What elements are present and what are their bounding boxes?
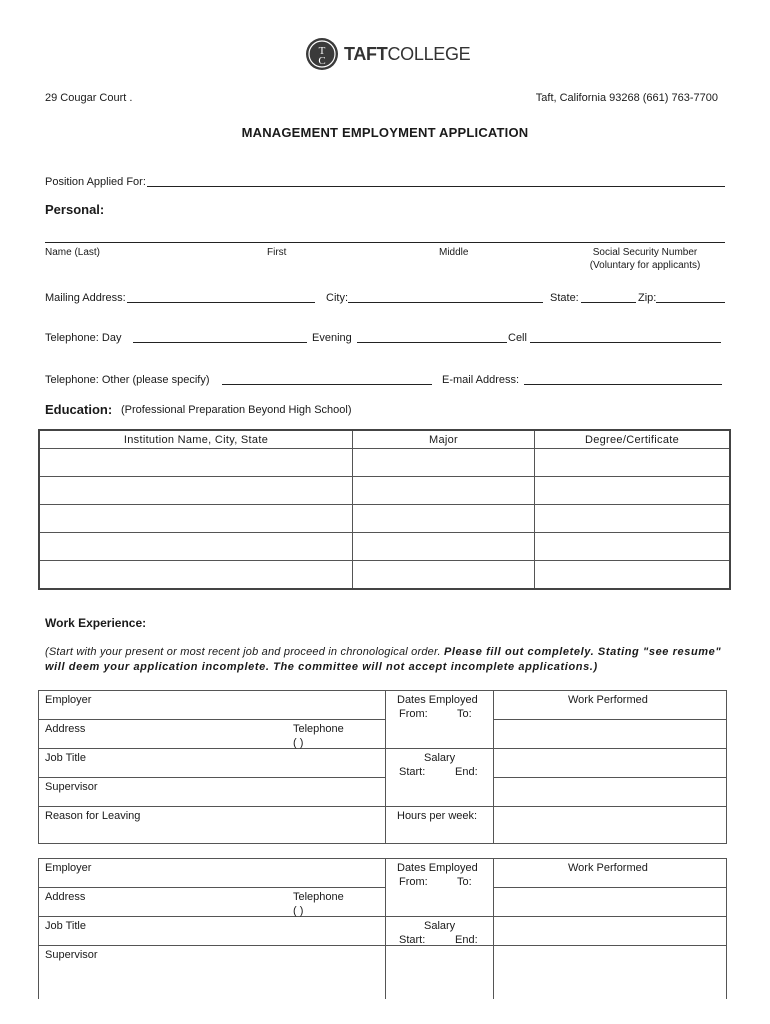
work-performed-label: Work Performed <box>568 694 648 706</box>
salary-label: Salary <box>424 920 456 932</box>
telephone-label: Telephone <box>293 723 344 735</box>
employer-label: Employer <box>45 862 92 874</box>
edu-cell[interactable] <box>353 561 535 590</box>
start-label: Start: <box>399 934 426 946</box>
to-label: To: <box>457 708 472 720</box>
dates-employed-label: Dates Employed <box>397 862 478 874</box>
zip-label: Zip: <box>638 292 657 304</box>
work-heading: Work Experience: <box>45 616 147 630</box>
address-right: Taft, California 93268 (661) 763-7700 <box>535 92 718 104</box>
city-field[interactable] <box>348 302 543 303</box>
tel-evening-label: Evening <box>312 332 352 344</box>
end-label: End: <box>455 934 478 946</box>
svg-text:C: C <box>318 55 326 67</box>
address-label: Address <box>45 723 86 735</box>
edu-cell[interactable] <box>353 533 535 561</box>
work-performed-cell[interactable] <box>494 778 726 807</box>
table-row <box>39 477 730 505</box>
job-title-label: Job Title <box>45 752 86 764</box>
work-performed-cell[interactable] <box>494 888 726 917</box>
tel-day-field[interactable] <box>133 342 307 343</box>
table-row <box>39 561 730 590</box>
telephone-parens: ( ) <box>293 737 304 749</box>
work-performed-cell[interactable] <box>494 720 726 749</box>
edu-cell[interactable] <box>353 477 535 505</box>
edu-cell[interactable] <box>39 477 353 505</box>
ssn-note: (Voluntary for applicants) <box>589 260 701 271</box>
mailing-field[interactable] <box>127 302 315 303</box>
email-label: E-mail Address: <box>442 374 520 386</box>
position-label: Position Applied For: <box>45 176 146 188</box>
form-title: MANAGEMENT EMPLOYMENT APPLICATION <box>241 125 529 140</box>
email-field[interactable] <box>524 384 722 385</box>
work-block-1 <box>38 690 727 844</box>
dates-employed-label: Dates Employed <box>397 694 478 706</box>
work-performed-cell[interactable] <box>494 807 726 843</box>
name-first-label: First <box>267 247 287 258</box>
job-title-cell[interactable] <box>39 917 386 946</box>
edu-cell[interactable] <box>535 561 731 590</box>
reason-label: Reason for Leaving <box>45 810 141 822</box>
tel-evening-field[interactable] <box>357 342 507 343</box>
college-logo <box>306 38 471 74</box>
start-label: Start: <box>399 766 426 778</box>
edu-cell[interactable] <box>535 533 731 561</box>
telephone-parens: ( ) <box>293 905 304 917</box>
name-middle-label: Middle <box>439 247 469 258</box>
work-performed-cell[interactable] <box>494 749 726 778</box>
salary-label: Salary <box>424 752 456 764</box>
work-block-2 <box>38 858 727 999</box>
logo-text: TAFTCOLLEGE <box>344 44 471 64</box>
edu-cell[interactable] <box>535 505 731 533</box>
job-title-cell[interactable] <box>39 749 386 778</box>
edu-cell[interactable] <box>535 449 731 477</box>
tc-seal-icon <box>306 38 338 70</box>
education-table <box>38 429 731 590</box>
state-field[interactable] <box>581 302 636 303</box>
table-row <box>39 449 730 477</box>
col-major: Major <box>353 430 535 449</box>
to-label: To: <box>457 876 472 888</box>
edu-cell[interactable] <box>353 505 535 533</box>
tel-cell-label: Cell <box>508 332 527 344</box>
name-last-label: Name (Last) <box>45 247 101 258</box>
telephone-label: Telephone <box>293 891 344 903</box>
edu-cell[interactable] <box>39 561 353 590</box>
tel-other-field[interactable] <box>222 384 432 385</box>
position-field[interactable] <box>147 186 725 187</box>
employer-label: Employer <box>45 694 92 706</box>
work-performed-cell[interactable] <box>494 946 726 999</box>
supervisor-label: Supervisor <box>45 781 98 793</box>
tel-other-label: Telephone: Other (please specify) <box>45 374 210 386</box>
table-row <box>39 533 730 561</box>
zip-field[interactable] <box>656 302 725 303</box>
work-performed-label: Work Performed <box>568 862 648 874</box>
address-label: Address <box>45 891 86 903</box>
hours-label: Hours per week: <box>397 810 478 822</box>
edu-cell[interactable] <box>39 533 353 561</box>
city-label: City: <box>326 292 348 304</box>
from-label: From: <box>399 876 428 888</box>
supervisor-label: Supervisor <box>45 949 98 961</box>
col-degree: Degree/Certificate <box>535 430 731 449</box>
address-left: 29 Cougar Court . <box>45 92 133 104</box>
state-label: State: <box>550 292 579 304</box>
edu-cell[interactable] <box>535 477 731 505</box>
mailing-label: Mailing Address: <box>45 292 126 304</box>
personal-heading: Personal: <box>45 202 105 217</box>
name-field[interactable] <box>45 242 725 243</box>
edu-cell[interactable] <box>39 449 353 477</box>
edu-cell[interactable] <box>39 505 353 533</box>
col-institution: Institution Name, City, State <box>39 430 353 449</box>
blank-cell[interactable] <box>386 946 494 999</box>
education-heading: Education: <box>45 402 113 417</box>
table-row <box>39 505 730 533</box>
work-note: (Start with your present or most recent job and proceed in chronological order. Please fill out completely. Stating "see resume" will deem your application incomplete. The committee will not accept incomplete applications.) <box>45 646 722 673</box>
education-subheading: (Professional Preparation Beyond High School) <box>121 404 352 416</box>
tel-cell-field[interactable] <box>530 342 721 343</box>
svg-text:T: T <box>318 45 326 57</box>
from-label: From: <box>399 708 428 720</box>
work-performed-cell[interactable] <box>494 917 726 946</box>
edu-cell[interactable] <box>353 449 535 477</box>
ssn-label: Social Security Number <box>592 247 698 258</box>
tel-day-label: Telephone: Day <box>45 332 122 344</box>
end-label: End: <box>455 766 478 778</box>
job-title-label: Job Title <box>45 920 86 932</box>
